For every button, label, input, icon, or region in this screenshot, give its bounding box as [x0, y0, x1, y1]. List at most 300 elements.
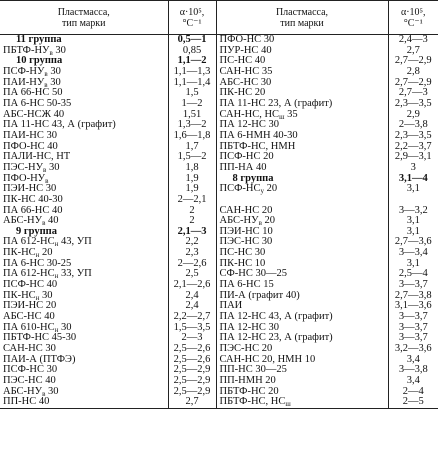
- coefficient-value: [388, 387, 438, 398]
- value-text: 2,7: [406, 45, 420, 56]
- name-text: ПА 12-НС 30: [219, 322, 279, 333]
- name-suffix-text: 20: [39, 248, 53, 259]
- name-text: ПСФ-НС 20: [219, 152, 274, 163]
- group-heading: [0, 227, 168, 238]
- plastic-name: [216, 333, 388, 344]
- name-text: ПП-НС 40: [3, 397, 50, 408]
- name-text: АБС-НУ: [3, 216, 43, 227]
- name-suffix-text: 33, УП: [58, 269, 92, 280]
- name-text: ПП-НМН 20: [219, 376, 276, 386]
- value-text: 3,1: [406, 184, 420, 195]
- coefficient-value: [168, 291, 216, 302]
- group-heading: [216, 174, 388, 185]
- coefficient-value: [388, 152, 438, 163]
- plastic-name: [216, 78, 388, 89]
- name-text: ПФО-НС 40: [3, 141, 58, 152]
- value-text: 2,7—3: [398, 88, 428, 99]
- name-suffix-text: 30: [47, 66, 61, 77]
- coefficient-value: [388, 67, 438, 78]
- group-range: [388, 174, 438, 185]
- plastic-name: [216, 195, 388, 206]
- value-text: 3,2—3,6: [394, 344, 432, 355]
- table-row: [0, 397, 438, 408]
- group-range: [168, 35, 216, 46]
- value-text: 3—3,2: [398, 205, 428, 216]
- plastic-name: [216, 131, 388, 142]
- plastic-name: [216, 152, 388, 163]
- value-text: 1—2: [181, 98, 203, 109]
- value-text: 3—3,7: [398, 312, 428, 323]
- coefficient-value: [168, 237, 216, 248]
- value-text: 0,85: [182, 45, 202, 56]
- coefficient-value: [168, 269, 216, 280]
- plastic-name: [216, 323, 388, 334]
- coefficient-value: [168, 131, 216, 142]
- name-text: ПА 610-НС: [3, 322, 55, 333]
- coefficient-value: [168, 376, 216, 387]
- value-text: 3,1: [406, 226, 420, 237]
- coefficient-value: [388, 291, 438, 302]
- name-suffix-text: 20: [263, 184, 278, 195]
- table-row: [0, 67, 438, 78]
- name-text: ПЭС-НС 30: [219, 237, 273, 248]
- coefficient-value: [388, 344, 438, 355]
- value-text: 2,7—3,8: [394, 290, 432, 301]
- plastic-name: [0, 152, 168, 163]
- name-text: ПА 66-НС 50: [3, 88, 63, 99]
- coefficient-value: [388, 78, 438, 89]
- table-row: [0, 35, 438, 46]
- value-text: 2,3: [185, 248, 199, 259]
- value-text: 1,9: [185, 173, 199, 184]
- group-heading: [0, 35, 168, 46]
- coefficient-value: [168, 120, 216, 131]
- plastic-name: [0, 195, 168, 206]
- header-plastic-col-right: [216, 1, 388, 35]
- name-text: АБС-НСЖ 40: [3, 109, 65, 120]
- coefficient-value: [388, 333, 438, 344]
- coefficient-value: [388, 355, 438, 366]
- value-text: 1,9: [185, 184, 199, 195]
- table-row: [0, 216, 438, 227]
- name-text: ПСФ-НС 30: [3, 365, 58, 376]
- coefficient-value: [168, 259, 216, 270]
- name-suffix-text: 40: [45, 216, 59, 227]
- coefficient-value: [388, 46, 438, 57]
- name-text: ПЭИ-НС 30: [3, 184, 57, 195]
- coefficient-value: [168, 365, 216, 376]
- value-text: 2,5—2,9: [173, 376, 211, 386]
- name-suffix-text: 30: [46, 162, 60, 173]
- value-text: 1,1—1,4: [173, 77, 211, 88]
- coefficient-value: [388, 259, 438, 270]
- name-text: ПФО-НС 30: [219, 34, 275, 45]
- subscript-text: в: [258, 219, 262, 227]
- plastic-name: [216, 67, 388, 78]
- value-text: 2,2: [185, 237, 199, 248]
- name-text: ПБТФ-НС 20: [219, 386, 279, 397]
- value-text: 2,4—3: [398, 34, 428, 45]
- plastic-name: [0, 280, 168, 291]
- name-text: ПА 11-НС 23, А (графит): [219, 98, 333, 109]
- value-text: 1,6—1,8: [173, 130, 211, 141]
- table-row: [0, 110, 438, 121]
- table-row: [0, 99, 438, 110]
- coefficient-value: [168, 67, 216, 78]
- coefficient-value: [388, 365, 438, 376]
- table-row: [0, 323, 438, 334]
- coefficient-value: [168, 355, 216, 366]
- plastic-name: [216, 301, 388, 312]
- table-row: [0, 131, 438, 142]
- plastic-name: [0, 184, 168, 195]
- value-text: 2,9—3,1: [394, 152, 432, 163]
- value-text: 3,1: [406, 216, 420, 227]
- value-text: 1,5—2: [177, 152, 207, 163]
- name-text: АБС-НС 30: [219, 77, 272, 88]
- name-text: ПИ-А (графит 40): [219, 290, 300, 301]
- value-text: 1,8: [185, 162, 199, 173]
- name-text: ПК-НС 20: [219, 88, 266, 99]
- value-text: 3: [410, 162, 416, 173]
- value-text: 1,5: [185, 88, 199, 99]
- name-text: САН-НС 30: [3, 344, 56, 355]
- value-text: 2,3—3,5: [394, 98, 432, 109]
- plastic-name: [216, 110, 388, 121]
- name-suffix-text: 30: [58, 322, 72, 333]
- coefficient-value: [388, 227, 438, 238]
- name-suffix-text: 30: [39, 290, 53, 301]
- table-row: [0, 88, 438, 99]
- value-text: 2,2—2,7: [173, 312, 211, 323]
- plastic-name: [216, 291, 388, 302]
- name-text: ПК-НС 40-30: [3, 194, 63, 205]
- coefficient-value: [168, 152, 216, 163]
- coefficient-value: [168, 344, 216, 355]
- plastic-name: [0, 237, 168, 248]
- value-text: 2,2—3,7: [394, 141, 432, 152]
- plastic-name: [0, 301, 168, 312]
- plastic-name: [0, 131, 168, 142]
- plastic-name: [0, 110, 168, 121]
- header-line-1: α·10⁵,: [179, 6, 205, 18]
- plastic-name: [216, 237, 388, 248]
- name-text: 9 группа: [16, 226, 57, 237]
- plastic-name: [216, 206, 388, 217]
- plastic-name: [0, 142, 168, 153]
- name-suffix-text: 30: [47, 77, 61, 88]
- coefficient-value: [168, 78, 216, 89]
- value-text: 3,4: [406, 376, 420, 386]
- plastic-name: [0, 174, 168, 185]
- plastic-name: [216, 355, 388, 366]
- name-suffix-text: 20: [261, 216, 275, 227]
- name-text: ПК-НС: [3, 290, 36, 301]
- header-value-col-right: [388, 1, 438, 35]
- plastic-name: [216, 365, 388, 376]
- name-text: ПСФ-НУ: [3, 66, 45, 77]
- name-text: ПП-НС 30—25: [219, 365, 287, 376]
- header-value-col-left: [168, 1, 216, 35]
- plastic-name: [0, 387, 168, 398]
- table-row: [0, 312, 438, 323]
- value-text: 2,7—2,9: [394, 56, 432, 67]
- value-text: 3—3,8: [398, 365, 428, 376]
- name-text: ПК-НС: [3, 248, 36, 259]
- value-text: 1,5—3,5: [173, 322, 211, 333]
- coefficient-value: [168, 312, 216, 323]
- coefficient-value: [168, 206, 216, 217]
- value-text: 2—2,6: [177, 258, 207, 269]
- plastic-name: [216, 387, 388, 398]
- value-text: 2—5: [402, 397, 424, 408]
- header-line-2: тип марки: [280, 17, 324, 29]
- coefficient-value: [388, 110, 438, 121]
- name-text: САН-НС 20, НМН 10: [219, 354, 316, 365]
- name-text: ПА 6-НС 50-35: [3, 98, 72, 109]
- header-line-2: °C⁻¹: [182, 17, 202, 29]
- header-line-1: Пластмасса,: [57, 6, 110, 18]
- coefficient-value: [168, 110, 216, 121]
- plastic-name: [216, 216, 388, 227]
- name-text: ПБТФ-НС, НС: [219, 397, 286, 408]
- name-text: ПСФ-НС: [219, 184, 261, 195]
- plastic-name: [216, 397, 388, 408]
- plastic-name: [216, 269, 388, 280]
- plastic-name: [216, 99, 388, 110]
- plastic-name: [0, 269, 168, 280]
- table-row: [0, 174, 438, 185]
- name-text: ПА 12-НС 23, А (графит): [219, 333, 333, 344]
- value-text: 2—3: [181, 333, 203, 344]
- plastic-name: [0, 216, 168, 227]
- value-text: 2,5—2,9: [173, 386, 211, 397]
- name-text: 8 группа: [232, 173, 274, 184]
- subscript-text: н: [54, 240, 59, 249]
- plastic-name: [0, 120, 168, 131]
- coefficient-value: [388, 131, 438, 142]
- value-text: 2,8: [406, 66, 420, 77]
- coefficient-value: [388, 301, 438, 312]
- name-text: ПА 12-НС 43, А (графит): [219, 312, 333, 323]
- group-heading: [0, 56, 168, 67]
- value-text: 3—3,7: [398, 333, 428, 344]
- coefficient-value: [168, 88, 216, 99]
- coefficient-value: [388, 206, 438, 217]
- name-text: ПП-НА 40: [219, 162, 267, 173]
- group-range: [168, 227, 216, 238]
- coefficient-value: [388, 376, 438, 387]
- name-text: ПАИ-А (ПТФЭ): [3, 354, 76, 365]
- plastic-name: [0, 344, 168, 355]
- value-text: 3—3,7: [398, 280, 428, 291]
- name-suffix-text: 35: [284, 109, 298, 120]
- name-text: ПА 6-НС 30-25: [3, 258, 72, 269]
- coefficient-value: [388, 237, 438, 248]
- table-row: [0, 46, 438, 57]
- table-row: [0, 291, 438, 302]
- name-text: ПА 612-НС: [3, 269, 55, 280]
- plastic-name: [0, 206, 168, 217]
- subscript-text: ш: [285, 400, 291, 409]
- value-text: 3—3,4: [398, 248, 428, 259]
- value-text: 2,9: [406, 109, 420, 120]
- coefficient-value: [388, 184, 438, 195]
- table-row: [0, 248, 438, 259]
- coefficient-value: [168, 301, 216, 312]
- table-body: [0, 35, 438, 409]
- name-text: САН-НС 35: [219, 66, 273, 77]
- coefficient-value: [388, 88, 438, 99]
- plastic-name: [0, 99, 168, 110]
- table-row: [0, 152, 438, 163]
- name-text: 11 группа: [16, 34, 62, 45]
- name-text: ПЭИ-НС 10: [219, 226, 273, 237]
- name-text: 10 группа: [16, 56, 63, 67]
- name-text: АБС-НУ: [3, 386, 43, 397]
- value-text: 2,4: [185, 290, 199, 301]
- name-text: ПК-НС 10: [219, 258, 266, 269]
- plastic-name: [216, 344, 388, 355]
- coefficient-value: [168, 397, 216, 408]
- plastic-name: [0, 376, 168, 387]
- name-text: АБС-НС 40: [3, 312, 55, 323]
- plastic-name: [0, 312, 168, 323]
- plastic-name: [0, 291, 168, 302]
- name-text: ПА 6-НМН 40-30: [219, 130, 298, 141]
- subscript-text: у: [260, 187, 264, 195]
- table-row: [0, 355, 438, 366]
- name-text: ПБТФ-НС 45-30: [3, 333, 77, 344]
- coefficient-value: [388, 216, 438, 227]
- table-row: [0, 120, 438, 131]
- name-text: ПАИ-НУ: [3, 77, 45, 88]
- table-row: [0, 206, 438, 217]
- subscript-text: в: [44, 69, 48, 78]
- plastic-name: [216, 46, 388, 57]
- value-text: 2—3,8: [398, 120, 428, 131]
- coefficient-value: [168, 323, 216, 334]
- plastic-name: [0, 355, 168, 366]
- table-row: [0, 280, 438, 291]
- name-text: ПА 612-НС: [3, 237, 55, 248]
- name-text: САН-НС, НС: [219, 109, 280, 120]
- value-text: 2,5—2,6: [173, 344, 211, 355]
- name-text: ПА 12-НС 30: [219, 120, 279, 131]
- coefficient-value: [388, 120, 438, 131]
- coefficient-value: [388, 323, 438, 334]
- coefficient-value: [168, 184, 216, 195]
- value-text: 0,5—1: [177, 34, 207, 45]
- header-line-2: тип марки: [62, 17, 106, 29]
- name-text: ПАИ: [219, 301, 243, 312]
- plastic-name: [0, 78, 168, 89]
- coefficient-value: [388, 142, 438, 153]
- name-text: ПЭС-НС 20: [219, 344, 273, 355]
- value-text: 1,1—1,3: [173, 66, 211, 77]
- plastic-name: [216, 163, 388, 174]
- name-text: ПБТФ-НС, НМН: [219, 141, 296, 152]
- coefficient-value: [388, 280, 438, 291]
- name-text: ПЭС-НУ: [3, 162, 44, 173]
- table-header: [0, 1, 438, 35]
- coefficient-value: [388, 56, 438, 67]
- plastic-name: [0, 46, 168, 57]
- plastic-name: [216, 248, 388, 259]
- value-text: 2,4: [185, 301, 199, 312]
- subscript-text: н: [54, 272, 59, 281]
- header-line-1: α·10⁵,: [400, 6, 426, 18]
- subscript-text: н: [35, 293, 40, 302]
- name-text: ПАИ-НС 30: [3, 130, 57, 141]
- value-text: 3,1—3,6: [394, 301, 432, 312]
- name-text: ПЭС-НС 40: [3, 376, 56, 386]
- value-text: 2,3—3,5: [394, 130, 432, 141]
- plastic-name: [216, 376, 388, 387]
- coefficient-value: [168, 163, 216, 174]
- value-text: 2,5—4: [398, 269, 428, 280]
- plastic-name: [0, 67, 168, 78]
- coefficient-value: [168, 174, 216, 185]
- coefficient-value: [388, 195, 438, 206]
- plastic-name: [0, 163, 168, 174]
- plastic-name: [216, 184, 388, 195]
- header-plastic-col-left: [0, 1, 168, 35]
- table-row: [0, 333, 438, 344]
- value-text: 3—3,7: [398, 322, 428, 333]
- table-row: [0, 227, 438, 238]
- value-text: 3,1: [406, 258, 420, 269]
- value-text: 2,5—2,9: [173, 365, 211, 376]
- value-text: 1,51: [182, 109, 202, 120]
- table-row: [0, 142, 438, 153]
- name-suffix-text: 43, УП: [58, 237, 92, 248]
- coefficient-value: [388, 397, 438, 408]
- plastic-name: [216, 142, 388, 153]
- subscript-text: в: [43, 165, 47, 174]
- subscript-text: н: [54, 325, 59, 334]
- name-text: ПА 6-НС 15: [219, 280, 274, 291]
- name-text: ПА 11-НС 43, А (графит): [3, 120, 116, 131]
- subscript-text: в: [44, 80, 48, 89]
- name-text: ПСФ-НС 40: [3, 280, 58, 291]
- name-text: ПБТФ-НУ: [3, 45, 50, 56]
- value-text: 2: [189, 205, 195, 216]
- subscript-text: в: [42, 219, 46, 227]
- plastic-name: [216, 227, 388, 238]
- value-text: 3,1—4: [398, 173, 428, 184]
- table-row: [0, 56, 438, 67]
- subscript-text: в: [49, 48, 53, 57]
- value-text: 2—4: [402, 386, 424, 397]
- plastic-name: [216, 120, 388, 131]
- header-line-2: °C⁻¹: [403, 17, 423, 29]
- coefficient-value: [388, 312, 438, 323]
- table-row: [0, 195, 438, 206]
- name-suffix-text: 30: [45, 386, 59, 397]
- plastic-name: [0, 259, 168, 270]
- coefficient-value: [168, 280, 216, 291]
- coefficient-value: [388, 99, 438, 110]
- plastic-name: [216, 88, 388, 99]
- table-row: [0, 301, 438, 312]
- name-text: ПАЛИ-НС, НТ: [3, 152, 71, 163]
- name-text: ПФО-НУ: [3, 173, 46, 184]
- value-text: 2,5: [185, 269, 199, 280]
- table-row: [0, 237, 438, 248]
- plastic-name: [0, 333, 168, 344]
- coefficient-value: [388, 163, 438, 174]
